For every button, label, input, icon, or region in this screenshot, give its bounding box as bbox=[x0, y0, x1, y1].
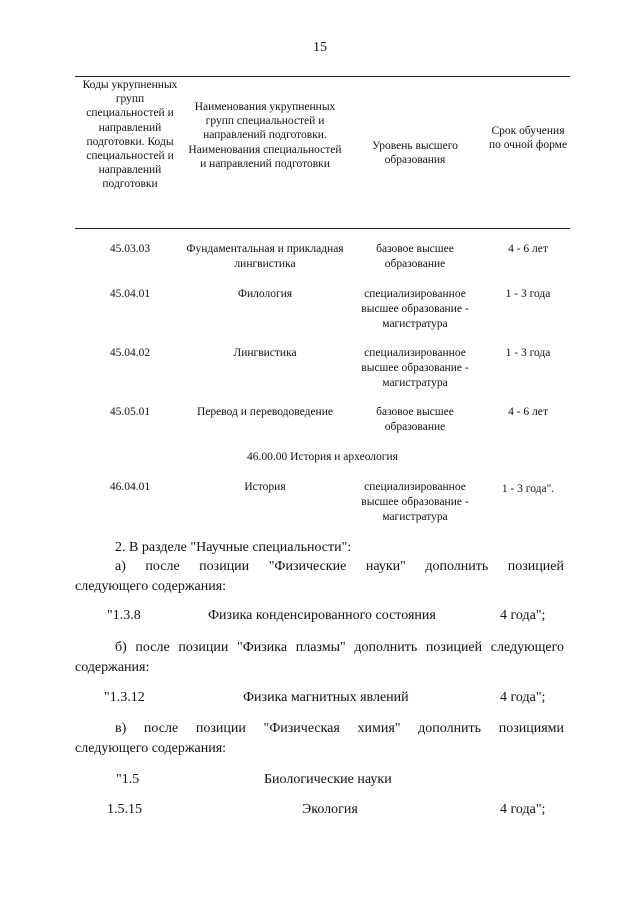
header-codes: Коды укрупненных групп специальностей и направлений подготовки. Коды специальностей и направлений подготовки bbox=[82, 79, 178, 191]
row-level: базовое высшее образование bbox=[376, 406, 454, 433]
paragraph-2: 2. В разделе "Научные специальности": bbox=[115, 540, 352, 555]
table-header-rule bbox=[75, 228, 570, 229]
entry-term: 4 года"; bbox=[500, 690, 546, 705]
row-term: 1 - 3 года bbox=[505, 288, 551, 300]
row-level: специализированное высшее образование - магистратура bbox=[361, 347, 469, 389]
row-code: 45.05.01 bbox=[109, 406, 151, 418]
row-code: 46.04.01 bbox=[109, 481, 151, 493]
group-row: 46.00.00 История и археология bbox=[247, 451, 398, 463]
row-name: История bbox=[244, 481, 286, 493]
entry-name: Физика конденсированного состояния bbox=[208, 608, 436, 623]
row-code: 45.04.01 bbox=[109, 288, 151, 300]
table-top-rule bbox=[75, 76, 570, 77]
entry-name: Физика магнитных явлений bbox=[243, 690, 409, 705]
page-number: 15 bbox=[313, 40, 327, 55]
paragraph-b-line1: б) после позиции "Физика плазмы" дополнить позицией следующего bbox=[115, 640, 564, 655]
paragraph-a-line1: а) после позиции "Физические науки" дополнить позицией bbox=[115, 559, 564, 574]
entry-code: 1.5.15 bbox=[107, 802, 142, 817]
entry-name: Экология bbox=[302, 802, 358, 817]
entry-name: Биологические науки bbox=[264, 772, 392, 787]
entry-term: 4 года"; bbox=[500, 608, 546, 623]
paragraph-b-line2: содержания: bbox=[75, 660, 150, 675]
entry-code: "1.3.8 bbox=[107, 608, 141, 623]
header-term: Срок обучения по очной форме bbox=[488, 125, 568, 152]
paragraph-c-line2: следующего содержания: bbox=[75, 741, 227, 756]
row-term: 4 - 6 лет bbox=[508, 243, 548, 255]
row-code: 45.04.02 bbox=[109, 347, 151, 359]
entry-term: 4 года"; bbox=[500, 802, 546, 817]
entry-code: "1.3.12 bbox=[104, 690, 145, 705]
entry-code: "1.5 bbox=[116, 772, 140, 787]
row-level: базовое высшее образование bbox=[376, 243, 454, 270]
row-term: 1 - 3 года". bbox=[501, 483, 555, 495]
row-name: Филология bbox=[237, 288, 293, 300]
row-code: 45.03.03 bbox=[109, 243, 151, 255]
paragraph-a-line2: следующего содержания: bbox=[75, 579, 227, 594]
row-level: специализированное высшее образование - магистратура bbox=[361, 481, 469, 523]
row-term: 1 - 3 года bbox=[505, 347, 551, 359]
row-level: специализированное высшее образование - магистратура bbox=[361, 288, 469, 330]
header-level: Уровень высшего образования bbox=[372, 140, 458, 167]
header-names: Наименования укрупненных групп специальностей и направлений подготовки. Наименования специальностей и направлений подготовки bbox=[188, 101, 342, 170]
row-term: 4 - 6 лет bbox=[508, 406, 548, 418]
paragraph-c-line1: в) после позиции "Физическая химия" дополнить позициями bbox=[115, 721, 564, 736]
row-name: Лингвистика bbox=[233, 347, 297, 359]
row-name: Фундаментальная и прикладная лингвистика bbox=[186, 243, 344, 270]
row-name: Перевод и переводоведение bbox=[197, 406, 333, 418]
